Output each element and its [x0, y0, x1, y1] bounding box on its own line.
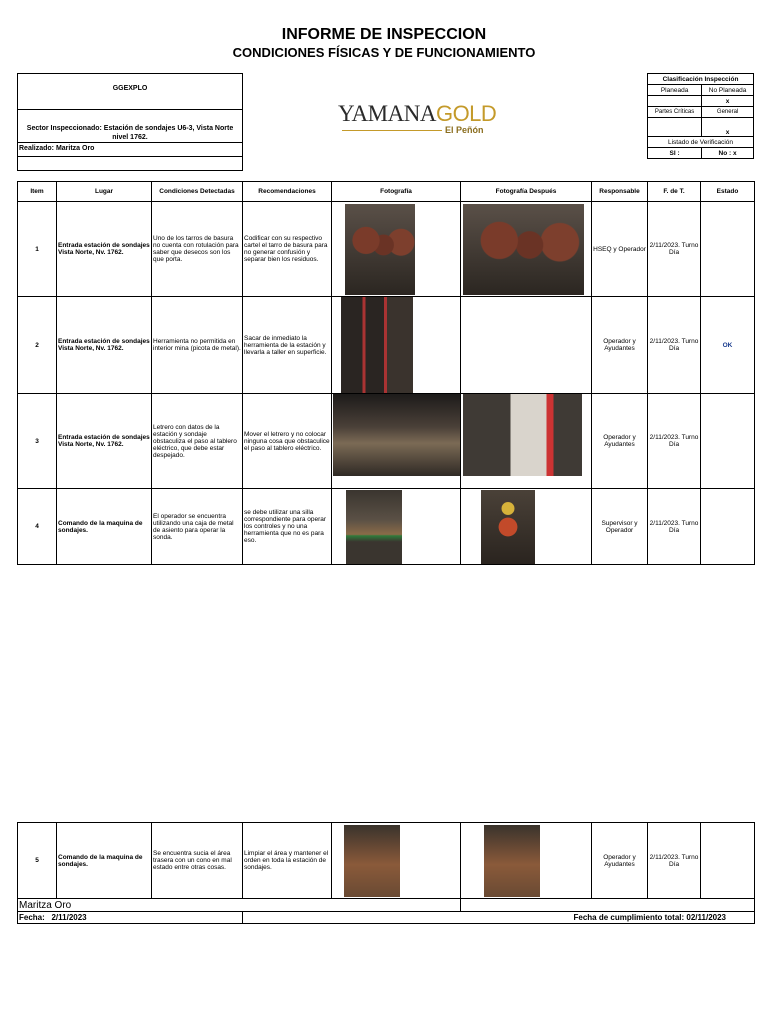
- row-item: 5: [18, 823, 57, 899]
- no-label: No : x: [702, 148, 754, 159]
- partes-criticas-cell: [648, 118, 702, 137]
- col-responsable: Responsable: [592, 182, 648, 202]
- classification-title: Clasificación Inspección: [648, 74, 754, 85]
- row-responsable: Supervisor y Operador: [592, 489, 648, 565]
- photo-after-cell: [461, 297, 592, 394]
- inspection-table-continued: [17, 822, 755, 924]
- table-header-row: [18, 182, 755, 202]
- col-recomendaciones: Recomendaciones: [243, 182, 332, 202]
- row-responsable: HSEQ y Operador: [592, 202, 648, 297]
- photo-cell: [332, 489, 461, 565]
- row-condicion: Letrero con datos de la estación y sondaje obstaculiza el paso al tablero eléctrico, que debe estar despejado.: [152, 394, 243, 489]
- row-recomendacion: Codificar con su respectivo cartel el tarro de basura para no generar confusión y separar bien los residuos.: [243, 202, 332, 297]
- footer-fecha-value: 2/11/2023: [51, 913, 87, 922]
- row-recomendacion: Mover el letrero y no colocar ninguna cosa que obstaculice el paso al tablero eléctrico.: [243, 394, 332, 489]
- report-title: INFORME DE INSPECCION: [281, 26, 487, 43]
- row-estado: [701, 202, 755, 297]
- footer-name-row: [18, 899, 755, 912]
- row-responsable: Operador y Ayudantes: [592, 823, 648, 899]
- row-lugar: Entrada estación de sondajes Vista Norte, Nv. 1762.: [57, 394, 152, 489]
- photo-after: [481, 490, 535, 564]
- si-label: SI :: [648, 148, 702, 159]
- col-lugar: Lugar: [57, 182, 152, 202]
- row-recomendacion: Sacar de inmediato la herramienta de la estación y llevarla a taller en superficie.: [243, 297, 332, 394]
- table-row: [18, 823, 755, 899]
- sector-box: [17, 109, 243, 143]
- row-recomendacion: se debe utilizar una silla correspondiente para operar los controles y no una herramienta que no es para eso.: [243, 489, 332, 565]
- row-recomendacion: Limpiar el área y mantener el orden en toda la estación de sondajes.: [243, 823, 332, 899]
- row-estado: [701, 489, 755, 565]
- row-item: 3: [18, 394, 57, 489]
- yamana-gold-logo: [338, 101, 497, 141]
- table-row: [18, 489, 755, 565]
- classification-table: [647, 73, 754, 159]
- logo-underline: [342, 130, 442, 131]
- photo-before: [341, 297, 413, 393]
- footer-fecha-label: Fecha:: [19, 913, 45, 922]
- blank-box: [17, 156, 243, 171]
- partes-criticas-label: Partes Críticas: [648, 107, 702, 118]
- row-condicion: Herramienta no permitida en interior mina (picota de metal).: [152, 297, 243, 394]
- col-fotografia-despues: Fotografía Después: [461, 182, 592, 202]
- logo-brand-gold: GOLD: [435, 101, 497, 126]
- footer-date-cell: [18, 912, 243, 924]
- row-fecha: 2/11/2023. Turno Día: [648, 823, 701, 899]
- photo-before: [345, 204, 415, 295]
- photo-after-cell: [461, 202, 592, 297]
- table-row: [18, 297, 755, 394]
- realizado-text: Realizado: Maritza Oro: [19, 145, 95, 152]
- row-responsable: Operador y Ayudantes: [592, 297, 648, 394]
- row-lugar: Entrada estación de sondajes Vista Norte, Nv. 1762.: [57, 297, 152, 394]
- table-row: [18, 394, 755, 489]
- photo-before: [344, 825, 400, 897]
- photo-after-cell: [461, 394, 592, 489]
- photo-before: [346, 490, 402, 564]
- logo-brand-dark: YAMANA: [338, 101, 436, 126]
- row-fecha: 2/11/2023. Turno Día: [648, 202, 701, 297]
- photo-after-cell: [461, 489, 592, 565]
- row-fecha: 2/11/2023. Turno Día: [648, 489, 701, 565]
- general-label: General: [702, 107, 754, 118]
- row-item: 2: [18, 297, 57, 394]
- row-lugar: Comando de la maquina de sondajes.: [57, 823, 152, 899]
- logo-site: El Peñón: [445, 125, 484, 135]
- planeada-label: Planeada: [648, 85, 702, 96]
- row-estado: [701, 394, 755, 489]
- photo-before: [333, 394, 461, 476]
- photo-cell: [332, 394, 461, 489]
- photo-after-cell: [461, 823, 592, 899]
- no-planeada-label: No Planeada: [702, 85, 754, 96]
- col-item: Item: [18, 182, 57, 202]
- row-fecha: 2/11/2023. Turno Día: [648, 297, 701, 394]
- table-row: [18, 202, 755, 297]
- realizado-box: [17, 142, 243, 157]
- col-estado: Estado: [701, 182, 755, 202]
- inspection-table: [17, 181, 755, 565]
- footer-name-blank: [461, 899, 755, 912]
- sector-text: Sector Inspeccionado: Estación de sondajes U6-3, Vista Norte nivel 1762.: [26, 125, 234, 141]
- company-name: GGEXPLO: [112, 85, 148, 92]
- footer-date-row: [18, 912, 755, 924]
- row-fecha: 2/11/2023. Turno Día: [648, 394, 701, 489]
- row-condicion: El operador se encuentra utilizando una caja de metal de asiento para operar la sonda.: [152, 489, 243, 565]
- col-fecha: F. de T.: [648, 182, 701, 202]
- no-planeada-mark: x: [702, 96, 754, 107]
- footer-cumplimiento: Fecha de cumplimiento total: 02/11/2023: [243, 912, 755, 924]
- report-subtitle: CONDICIONES FÍSICAS Y DE FUNCIONAMIENTO: [232, 45, 536, 60]
- general-mark: x: [702, 118, 754, 137]
- photo-after: [463, 394, 582, 476]
- photo-after: [463, 204, 584, 295]
- row-condicion: Se encuentra sucia el área trasera con un cono en mal estado entre otras cosas.: [152, 823, 243, 899]
- photo-cell: [332, 823, 461, 899]
- row-item: 1: [18, 202, 57, 297]
- photo-after: [484, 825, 540, 897]
- row-item: 4: [18, 489, 57, 565]
- photo-cell: [332, 297, 461, 394]
- photo-cell: [332, 202, 461, 297]
- col-condiciones: Condiciones Detectadas: [152, 182, 243, 202]
- row-estado-ok: OK: [701, 297, 755, 394]
- company-box: [17, 73, 243, 110]
- row-lugar: Comando de la maquina de sondajes.: [57, 489, 152, 565]
- row-condicion: Uno de los tarros de basura no cuenta con rotulación para saber que desecos son los que porta.: [152, 202, 243, 297]
- footer-name: Maritza Oro: [18, 899, 461, 912]
- row-estado: [701, 823, 755, 899]
- planeada-cell: [648, 96, 702, 107]
- row-lugar: Entrada estación de sondajes Vista Norte, Nv. 1762.: [57, 202, 152, 297]
- row-responsable: Operador y Ayudantes: [592, 394, 648, 489]
- col-fotografia: Fotografía: [332, 182, 461, 202]
- listado-label: Listado de Verificación: [648, 137, 754, 148]
